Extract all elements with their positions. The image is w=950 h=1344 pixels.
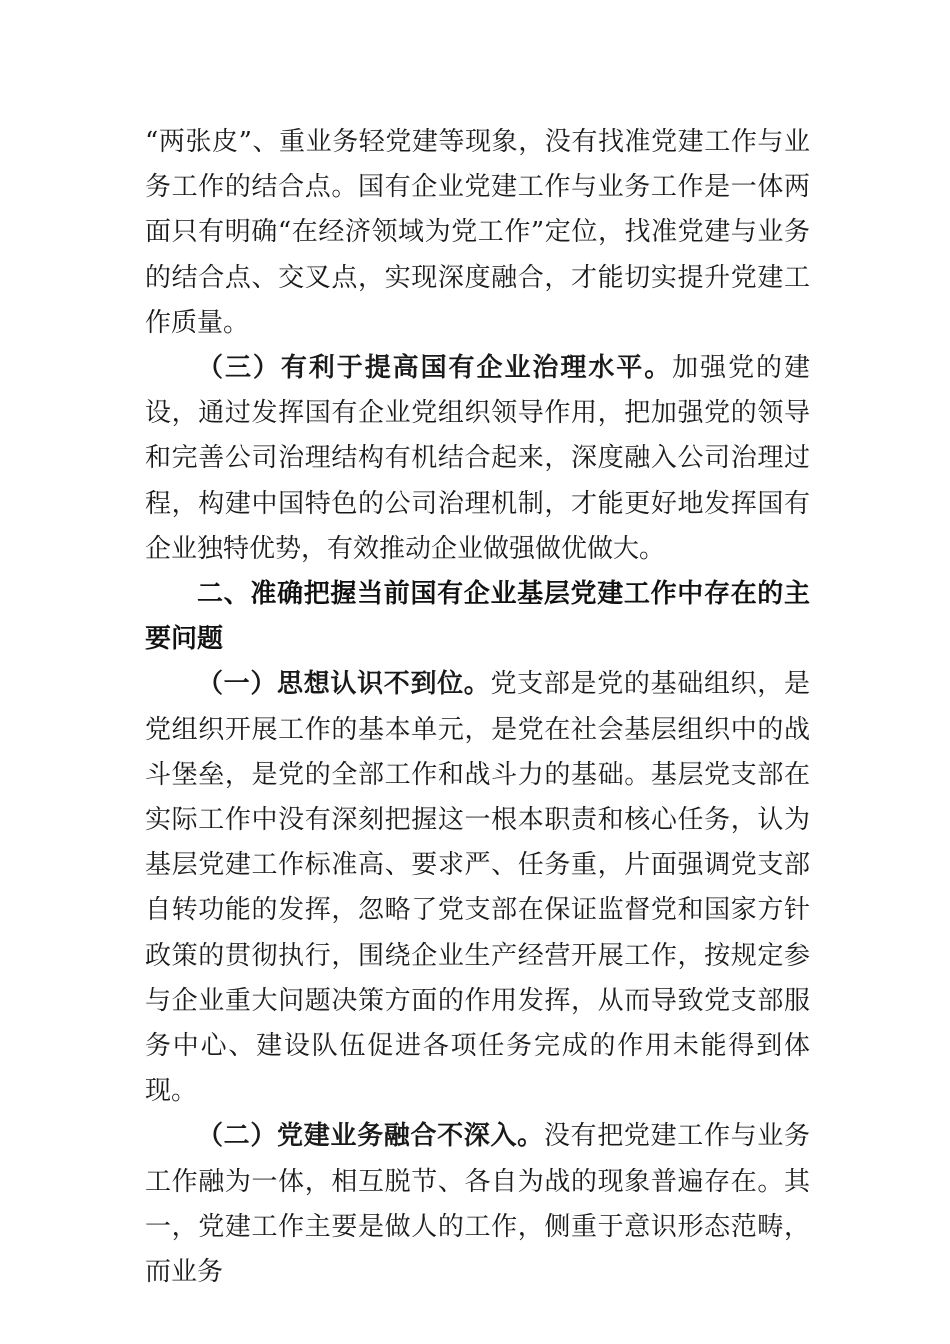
paragraph-text: 加强党的建设，通过发挥国有企业党组织领导作用，把加强党的领导和完善公司治理结构有机结合起来，深度融入公司治理过程，构建中国特色的公司治理机制，才能更好地发挥国有企业独特优势，有效推动企业做强做优做大。 xyxy=(145,353,810,564)
paragraph-governance xyxy=(145,346,810,572)
paragraph-text: “两张皮”、重业务轻党建等现象，没有找准党建工作与业务工作的结合点。国有企业党建工作与业务工作是一体两面只有明确“在经济领域为党工作”定位，找准党建与业务的结合点、交叉点，实现深度融合，才能切实提升党建工作质量。 xyxy=(145,127,810,338)
document-body xyxy=(145,120,810,1295)
paragraph-text: 党支部是党的基础组织，是党组织开展工作的基本单元，是党在社会基层组织中的战斗堡垒，是党的全部工作和战斗力的基础。基层党支部在实际工作中没有深刻把握这一根本职责和核心任务，认为基层党建工作标准高、要求严、任务重，片面强调党支部自转功能的发挥，忽略了党支部在保证监督党和国家方针政策的贯彻执行，围绕企业生产经营开展工作，按规定参与企业重大问题决策方面的作用发挥，从而导致党支部服务中心、建设队伍促进各项任务完成的作用未能得到体现。 xyxy=(145,669,810,1107)
paragraph-ideology xyxy=(145,662,810,1114)
paragraph-integration xyxy=(145,1114,810,1295)
paragraph-continuation xyxy=(145,120,810,346)
section-heading: 二、准确把握当前国有企业基层党建工作中存在的主要问题 xyxy=(145,579,810,655)
paragraph-lead: （一）思想认识不到位。 xyxy=(197,669,491,700)
paragraph-text: 没有把党建工作与业务工作融为一体，相互脱节、各自为战的现象普遍存在。其一，党建工作主要是做人的工作，侧重于意识形态范畴，而业务 xyxy=(145,1121,810,1288)
paragraph-lead: （二）党建业务融合不深入。 xyxy=(197,1121,544,1152)
paragraph-lead: （三）有利于提高国有企业治理水平。 xyxy=(197,353,673,384)
